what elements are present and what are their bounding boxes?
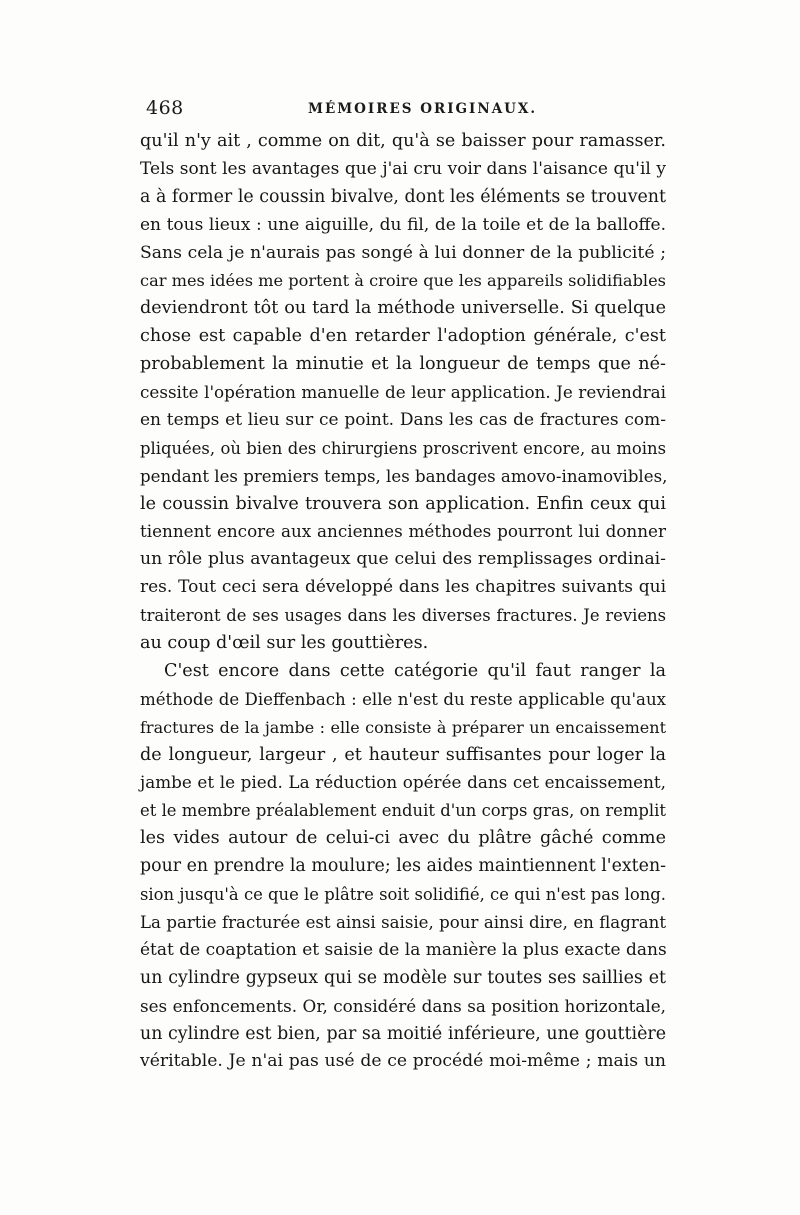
text-line: deviendront tôt ou tard la méthode universelle. Si quelque [140,298,666,319]
text-line: tiennent encore aux anciennes méthodes pourront lui donner [140,521,666,542]
text-line: véritable. Je n'ai pas usé de ce procédé moi-même ; mais un [140,1051,666,1072]
text-line: traiteront de ses usages dans les diverses fractures. Je reviens [140,606,666,626]
text-line: res. Tout ceci sera développé dans les chapitres suivants qui [140,577,666,598]
paragraph-2 [140,658,666,1076]
text-line: ses enfoncements. Or, considéré dans sa position horizontale, [140,995,666,1016]
text-line: et le membre préalablement enduit d'un corps gras, on remplit [140,801,666,821]
text-line: jambe et le pied. La réduction opérée dans cet encaissement, [140,772,666,793]
text-line: pour en prendre la moulure; les aides maintiennent l'exten- [140,856,667,877]
text-line: C'est encore dans cette catégorie qu'il faut ranger la [164,660,666,681]
text-line: pendant les premiers temps, les bandages amovo-inamovibles, [140,466,668,486]
text-line: qu'il n'y ait , comme on dit, qu'à se baisser pour ramasser. [140,131,666,151]
text-line: Sans cela je n'aurais pas songé à lui donner de la publicité ; [140,242,666,263]
text-line: un cylindre est bien, par sa moitié inférieure, une gouttière [140,1023,666,1044]
text-line: probablement la minutie et la longueur de temps que né- [140,354,666,375]
paragraph-1 [140,128,666,658]
text-line: car mes idées me portent à croire que les appareils solidifiables [140,271,666,291]
body-text [140,128,666,1076]
text-line: un rôle plus avantageux que celui des remplissages ordinai- [140,549,666,570]
text-line: fractures de la jambe : elle consiste à préparer un encaissement [140,717,666,737]
page-header [138,97,668,123]
text-line: sion jusqu'à ce que le plâtre soit solidifié, ce qui n'est pas long. [140,885,666,905]
text-line: en temps et lieu sur ce point. Dans les cas de fractures com- [140,409,666,430]
text-line: en tous lieux : une aiguille, du fil, de la toile et de la balloffe. [140,214,666,235]
text-line: pliquées, où bien des chirurgiens proscrivent encore, au moins [140,438,666,458]
show-through-bleed [150,1030,650,1046]
text-line: état de coaptation et saisie de la manière la plus exacte dans [140,939,667,960]
page-number: 468 [146,97,184,119]
text-line: de longueur, largeur , et hauteur suffisantes pour loger la [140,744,666,765]
text-line: cessite l'opération manuelle de leur application. Je reviendrai [140,382,666,403]
text-line: La partie fracturée est ainsi saisie, pour ainsi dire, en flagrant [140,912,666,932]
running-title: MÉMOIRES ORIGINAUX. [308,101,538,117]
text-line: Tels sont les avantages que j'ai cru voir dans l'aisance qu'il y [140,158,666,179]
text-line: les vides autour de celui-ci avec du plâtre gâché comme [140,828,666,849]
text-line: chose est capable d'en retarder l'adoption générale, c'est [140,326,666,347]
text-line: méthode de Dieffenbach : elle n'est du reste applicable qu'aux [140,689,666,709]
text-line: un cylindre gypseux qui se modèle sur toutes ses saillies et [140,967,666,988]
text-line: le coussin bivalve trouvera son application. Enfin ceux qui [140,493,666,514]
text-line: a à former le coussin bivalve, dont les éléments se trouvent [140,186,666,207]
text-line: au coup d'œil sur les gouttières. [140,633,429,654]
